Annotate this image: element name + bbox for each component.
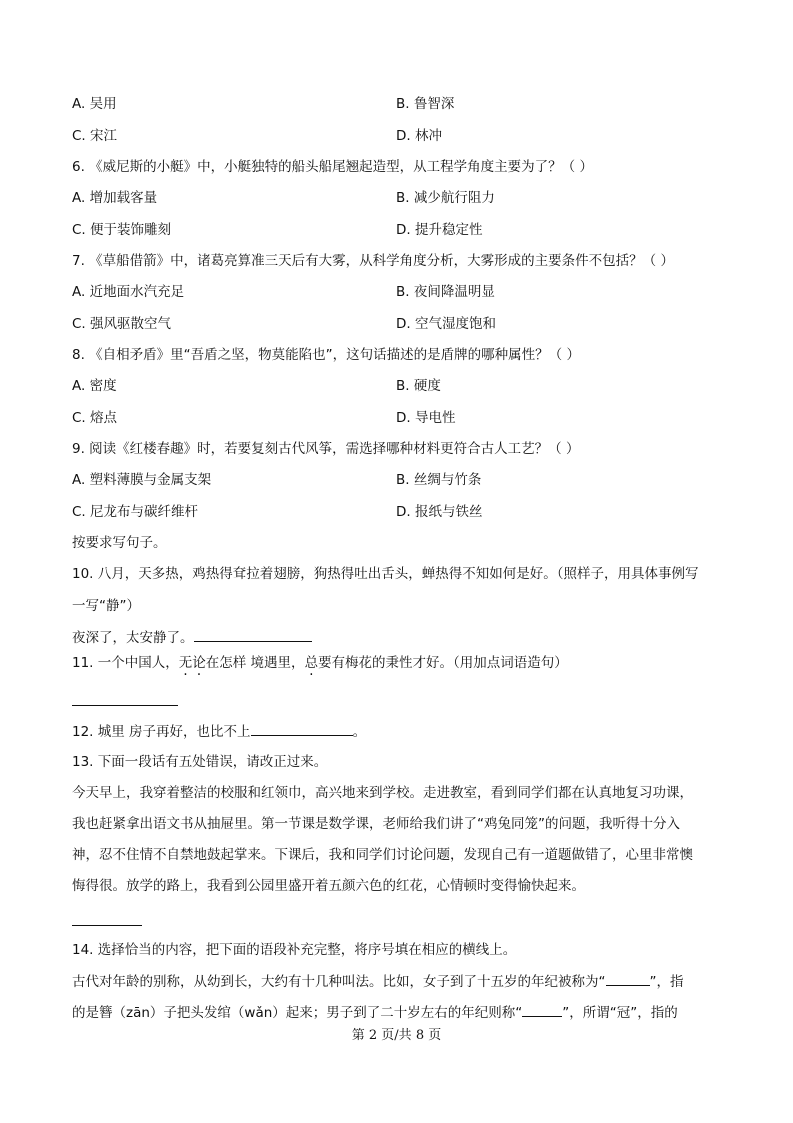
- q7-option-b[interactable]: B. 夜间降温明显: [396, 284, 495, 300]
- q7-option-c[interactable]: C. 强风驱散空气: [72, 316, 172, 332]
- q9-option-c[interactable]: C. 尼龙布与碳纤维杆: [72, 504, 199, 520]
- q6-option-b[interactable]: B. 减少航行阻力: [396, 190, 495, 206]
- q13-paragraph-line: 悔得很。放学的路上，我看到公园里盛开着五颜六色的红花，心情顿时变得愉快起来。: [72, 878, 585, 894]
- page-number: 第 2 页/共 8 页: [351, 1028, 442, 1043]
- q11-mid: 在怎样 境遇里，: [205, 655, 305, 671]
- q8-option-b[interactable]: B. 硬度: [396, 378, 441, 394]
- q12-suffix: 。: [352, 724, 367, 740]
- q14-line2-a: 的是簪（zān）子把头发绾（wǎn）起来；男子到了二十岁左右的年纪则称“: [72, 1005, 523, 1021]
- q10-answer-blank[interactable]: [194, 627, 312, 642]
- q12-answer-blank[interactable]: [251, 721, 353, 736]
- q6-option-d[interactable]: D. 提升稳定性: [396, 222, 483, 238]
- q11-dotted-char-2: 论: [192, 655, 206, 671]
- q6-option-a[interactable]: A. 增加载客量: [72, 190, 158, 206]
- q13-paragraph: [72, 778, 722, 902]
- q9-option-d[interactable]: D. 报纸与铁丝: [396, 504, 483, 520]
- q8-option-d[interactable]: D. 导电性: [396, 410, 456, 426]
- q13-answer-line[interactable]: [72, 925, 142, 926]
- q6-option-c[interactable]: C. 便于装饰雕刻: [72, 222, 172, 238]
- q12-stem: [72, 721, 366, 741]
- section-title: 按要求写句子。: [72, 535, 167, 551]
- q14-line2-b: ”，所谓“冠”，指的: [562, 1005, 678, 1021]
- q8-stem: 8. 《自相矛盾》里“吾盾之坚，物莫能陷也”，这句话描述的是盾牌的哪种属性？（ ）: [72, 347, 580, 363]
- q10-answer-prefix: 夜深了，太安静了。: [72, 630, 194, 646]
- q10-stem-line1: 10. 八月，天多热，鸡热得耷拉着翅膀，狗热得吐出舌头，蝉热得不知如何是好。（照样子，用具体事例写: [72, 566, 699, 582]
- q7-stem: 7. 《草船借箭》中，诸葛亮算准三天后有大雾，从科学角度分析，大雾形成的主要条件不包括？（ ）: [72, 253, 674, 269]
- q14-line1-b: ”，指: [649, 974, 684, 990]
- q13-paragraph-line: 我也赶紧拿出语文书从抽屉里。第一节课是数学课，老师给我们讲了“鸡兔同笼”的问题，我听得十分入: [72, 816, 680, 832]
- q11-dotted-char-3: 总: [304, 655, 319, 671]
- q14-line1-a: 古代对年龄的别称，从幼到长，大约有十几种叫法。比如，女子到了十五岁的年纪被称为“: [72, 974, 606, 990]
- q13-paragraph-line: 今天早上，我穿着整洁的校服和红领巾，高兴地来到学校。走进教室，看到同学们都在认真地复习功课，: [72, 785, 693, 801]
- q10-stem-line2: 一写“静”）: [72, 598, 140, 614]
- q14-blank-2[interactable]: [522, 1002, 562, 1017]
- q6-stem: 6. 《威尼斯的小艇》中，小艇独特的船头船尾翘起造型，从工程学角度主要为了？（ ）: [72, 159, 593, 175]
- q10-answer: [72, 627, 312, 647]
- q7-option-a[interactable]: A. 近地面水汽充足: [72, 284, 185, 300]
- q5-option-b[interactable]: B. 鲁智深: [396, 96, 455, 112]
- q13-stem: 13. 下面一段话有五处错误，请改正过来。: [72, 754, 328, 770]
- q11-stem: [72, 653, 568, 673]
- q8-option-c[interactable]: C. 熔点: [72, 410, 118, 426]
- q12-prefix: 12. 城里 房子再好，也比不上: [72, 724, 251, 740]
- q11-prefix: 11. 一个中国人，: [72, 655, 179, 671]
- q9-option-a[interactable]: A. 塑料薄膜与金属支架: [72, 472, 212, 488]
- q14-text-line1: [72, 971, 684, 991]
- q14-text-line2: [72, 1002, 678, 1022]
- q9-stem: 9. 阅读《红楼春趣》时，若要复刻古代风筝，需选择哪种材料更符合古人工艺？（ ）: [72, 441, 580, 457]
- q14-blank-1[interactable]: [606, 971, 650, 986]
- q11-dotted-char-1: 无: [178, 655, 193, 671]
- q8-option-a[interactable]: A. 密度: [72, 378, 117, 394]
- q5-option-d[interactable]: D. 林冲: [396, 128, 442, 144]
- q13-paragraph-line: 神，忍不住情不自禁地鼓起掌来。下课后，我和同学们讨论问题，发现自己有一道题做错了，心里非常懊: [72, 847, 693, 863]
- q11-suffix: 要有梅花的秉性才好。（用加点词语造句）: [318, 655, 568, 671]
- q14-stem: 14. 选择恰当的内容，把下面的语段补充完整，将序号填在相应的横线上。: [72, 942, 517, 958]
- q7-option-d[interactable]: D. 空气湿度饱和: [396, 316, 496, 332]
- q11-answer-line[interactable]: [72, 705, 178, 706]
- q9-option-b[interactable]: B. 丝绸与竹条: [396, 472, 482, 488]
- q5-option-a[interactable]: A. 吴用: [72, 96, 117, 112]
- q5-option-c[interactable]: C. 宋江: [72, 128, 118, 144]
